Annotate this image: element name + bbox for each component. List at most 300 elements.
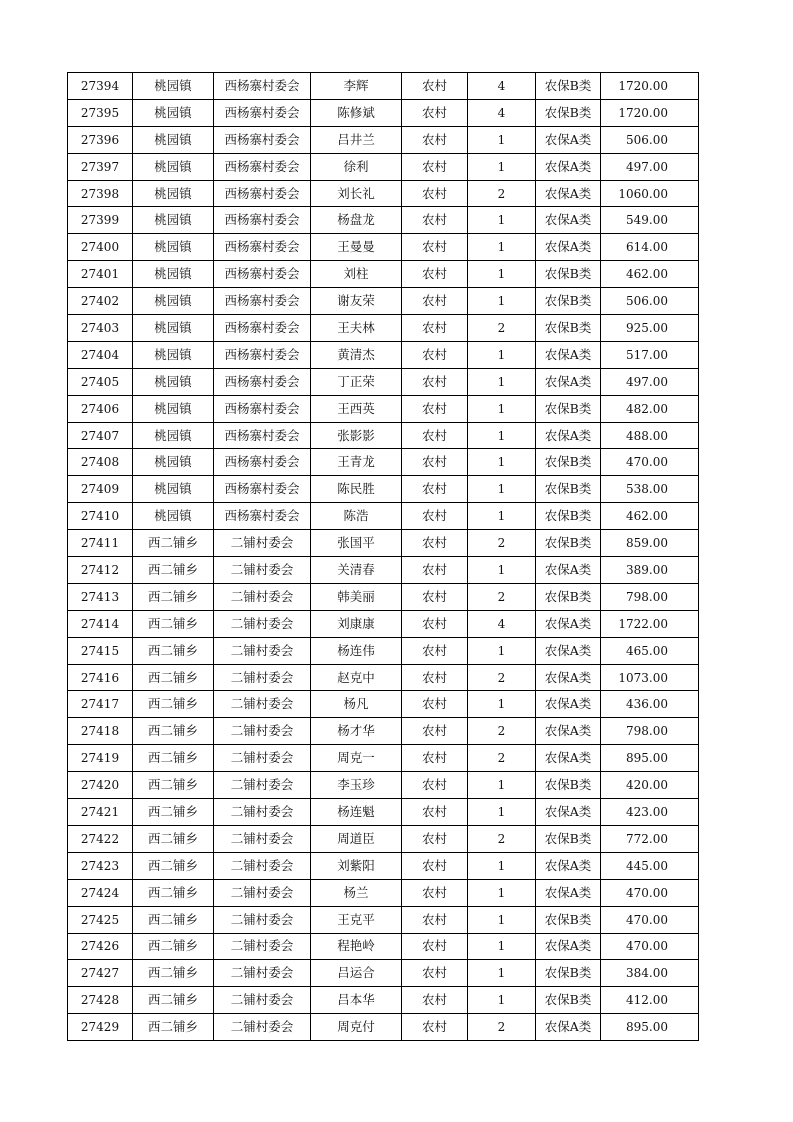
township-cell: 西二铺乡: [133, 1014, 214, 1041]
table-row: [68, 207, 699, 234]
serial-number-cell: 27420: [68, 772, 133, 799]
township-cell: 桃园镇: [133, 395, 214, 422]
serial-number-cell: 27421: [68, 799, 133, 826]
serial-number-cell: 27413: [68, 583, 133, 610]
table-row: [68, 583, 699, 610]
serial-number-cell: 27427: [68, 960, 133, 987]
serial-number-cell: 27429: [68, 1014, 133, 1041]
member-count-cell: 1: [468, 449, 536, 476]
serial-number-cell: 27395: [68, 99, 133, 126]
name-cell: 赵克中: [311, 664, 402, 691]
insurance-category-cell: 农保B类: [536, 960, 601, 987]
village-committee-cell: 二铺村委会: [214, 610, 311, 637]
amount-cell: 517.00: [601, 341, 699, 368]
village-committee-cell: 二铺村委会: [214, 745, 311, 772]
village-committee-cell: 二铺村委会: [214, 879, 311, 906]
member-count-cell: 1: [468, 852, 536, 879]
township-cell: 西二铺乡: [133, 530, 214, 557]
member-count-cell: 4: [468, 73, 536, 100]
insurance-category-cell: 农保A类: [536, 664, 601, 691]
name-cell: 陈修斌: [311, 99, 402, 126]
insurance-category-cell: 农保A类: [536, 557, 601, 584]
table-row: [68, 557, 699, 584]
amount-cell: 497.00: [601, 368, 699, 395]
member-count-cell: 1: [468, 960, 536, 987]
name-cell: 王曼曼: [311, 234, 402, 261]
table-row: [68, 745, 699, 772]
name-cell: 黄清杰: [311, 341, 402, 368]
household-type-cell: 农村: [402, 288, 468, 315]
amount-cell: 412.00: [601, 987, 699, 1014]
member-count-cell: 2: [468, 180, 536, 207]
insurance-category-cell: 农保B类: [536, 315, 601, 342]
amount-cell: 470.00: [601, 906, 699, 933]
serial-number-cell: 27400: [68, 234, 133, 261]
table-row: [68, 718, 699, 745]
amount-cell: 389.00: [601, 557, 699, 584]
amount-cell: 549.00: [601, 207, 699, 234]
insurance-category-cell: 农保A类: [536, 207, 601, 234]
name-cell: 刘柱: [311, 261, 402, 288]
data-table: [67, 72, 699, 1041]
amount-cell: 538.00: [601, 476, 699, 503]
amount-cell: 1720.00: [601, 73, 699, 100]
village-committee-cell: 二铺村委会: [214, 799, 311, 826]
table-row: [68, 73, 699, 100]
serial-number-cell: 27404: [68, 341, 133, 368]
village-committee-cell: 二铺村委会: [214, 987, 311, 1014]
household-type-cell: 农村: [402, 1014, 468, 1041]
township-cell: 桃园镇: [133, 126, 214, 153]
table-row: [68, 99, 699, 126]
insurance-category-cell: 农保B类: [536, 395, 601, 422]
insurance-category-cell: 农保B类: [536, 449, 601, 476]
village-committee-cell: 西杨寨村委会: [214, 395, 311, 422]
name-cell: 杨连伟: [311, 637, 402, 664]
name-cell: 吕运合: [311, 960, 402, 987]
serial-number-cell: 27406: [68, 395, 133, 422]
table-row: [68, 852, 699, 879]
member-count-cell: 2: [468, 825, 536, 852]
insurance-category-cell: 农保A类: [536, 422, 601, 449]
amount-cell: 423.00: [601, 799, 699, 826]
table-row: [68, 664, 699, 691]
township-cell: 桃园镇: [133, 180, 214, 207]
member-count-cell: 4: [468, 99, 536, 126]
insurance-category-cell: 农保B类: [536, 73, 601, 100]
insurance-category-cell: 农保A类: [536, 368, 601, 395]
township-cell: 西二铺乡: [133, 718, 214, 745]
village-committee-cell: 西杨寨村委会: [214, 449, 311, 476]
insurance-category-cell: 农保A类: [536, 879, 601, 906]
village-committee-cell: 二铺村委会: [214, 1014, 311, 1041]
household-type-cell: 农村: [402, 825, 468, 852]
table-row: [68, 180, 699, 207]
member-count-cell: 1: [468, 503, 536, 530]
name-cell: 李辉: [311, 73, 402, 100]
household-type-cell: 农村: [402, 449, 468, 476]
member-count-cell: 1: [468, 879, 536, 906]
village-committee-cell: 西杨寨村委会: [214, 207, 311, 234]
household-type-cell: 农村: [402, 879, 468, 906]
household-type-cell: 农村: [402, 637, 468, 664]
table-row: [68, 315, 699, 342]
member-count-cell: 1: [468, 637, 536, 664]
name-cell: 李玉珍: [311, 772, 402, 799]
amount-cell: 1060.00: [601, 180, 699, 207]
amount-cell: 925.00: [601, 315, 699, 342]
table-row: [68, 879, 699, 906]
member-count-cell: 2: [468, 315, 536, 342]
household-type-cell: 农村: [402, 261, 468, 288]
township-cell: 西二铺乡: [133, 637, 214, 664]
member-count-cell: 1: [468, 207, 536, 234]
village-committee-cell: 二铺村委会: [214, 772, 311, 799]
serial-number-cell: 27401: [68, 261, 133, 288]
township-cell: 西二铺乡: [133, 906, 214, 933]
name-cell: 张影影: [311, 422, 402, 449]
household-type-cell: 农村: [402, 99, 468, 126]
village-committee-cell: 二铺村委会: [214, 530, 311, 557]
township-cell: 西二铺乡: [133, 691, 214, 718]
table-row: [68, 906, 699, 933]
table-body: [68, 73, 699, 1041]
township-cell: 西二铺乡: [133, 960, 214, 987]
insurance-category-cell: 农保A类: [536, 799, 601, 826]
serial-number-cell: 27411: [68, 530, 133, 557]
household-type-cell: 农村: [402, 73, 468, 100]
village-committee-cell: 西杨寨村委会: [214, 503, 311, 530]
table-row: [68, 234, 699, 261]
name-cell: 杨兰: [311, 879, 402, 906]
member-count-cell: 1: [468, 395, 536, 422]
amount-cell: 506.00: [601, 126, 699, 153]
serial-number-cell: 27414: [68, 610, 133, 637]
township-cell: 西二铺乡: [133, 557, 214, 584]
township-cell: 西二铺乡: [133, 987, 214, 1014]
township-cell: 桃园镇: [133, 503, 214, 530]
amount-cell: 436.00: [601, 691, 699, 718]
village-committee-cell: 西杨寨村委会: [214, 153, 311, 180]
household-type-cell: 农村: [402, 153, 468, 180]
amount-cell: 488.00: [601, 422, 699, 449]
village-committee-cell: 西杨寨村委会: [214, 73, 311, 100]
township-cell: 西二铺乡: [133, 772, 214, 799]
township-cell: 桃园镇: [133, 368, 214, 395]
member-count-cell: 1: [468, 691, 536, 718]
village-committee-cell: 西杨寨村委会: [214, 180, 311, 207]
name-cell: 杨盘龙: [311, 207, 402, 234]
village-committee-cell: 二铺村委会: [214, 664, 311, 691]
member-count-cell: 1: [468, 153, 536, 180]
amount-cell: 1073.00: [601, 664, 699, 691]
village-committee-cell: 二铺村委会: [214, 906, 311, 933]
insurance-category-cell: 农保B类: [536, 987, 601, 1014]
insurance-category-cell: 农保A类: [536, 234, 601, 261]
serial-number-cell: 27428: [68, 987, 133, 1014]
township-cell: 西二铺乡: [133, 745, 214, 772]
village-committee-cell: 西杨寨村委会: [214, 288, 311, 315]
table-row: [68, 341, 699, 368]
table-row: [68, 288, 699, 315]
household-type-cell: 农村: [402, 987, 468, 1014]
serial-number-cell: 27418: [68, 718, 133, 745]
amount-cell: 384.00: [601, 960, 699, 987]
household-type-cell: 农村: [402, 799, 468, 826]
member-count-cell: 1: [468, 341, 536, 368]
insurance-category-cell: 农保B类: [536, 99, 601, 126]
insurance-category-cell: 农保B类: [536, 476, 601, 503]
insurance-category-cell: 农保A类: [536, 126, 601, 153]
table-row: [68, 368, 699, 395]
table-row: [68, 825, 699, 852]
table-row: [68, 772, 699, 799]
member-count-cell: 4: [468, 610, 536, 637]
amount-cell: 482.00: [601, 395, 699, 422]
household-type-cell: 农村: [402, 852, 468, 879]
amount-cell: 506.00: [601, 288, 699, 315]
member-count-cell: 2: [468, 664, 536, 691]
township-cell: 西二铺乡: [133, 852, 214, 879]
township-cell: 桃园镇: [133, 73, 214, 100]
table-row: [68, 987, 699, 1014]
serial-number-cell: 27410: [68, 503, 133, 530]
township-cell: 西二铺乡: [133, 664, 214, 691]
table-row: [68, 530, 699, 557]
household-type-cell: 农村: [402, 234, 468, 261]
name-cell: 周道臣: [311, 825, 402, 852]
household-type-cell: 农村: [402, 422, 468, 449]
township-cell: 桃园镇: [133, 315, 214, 342]
village-committee-cell: 西杨寨村委会: [214, 368, 311, 395]
insurance-category-cell: 农保B类: [536, 530, 601, 557]
village-committee-cell: 二铺村委会: [214, 933, 311, 960]
serial-number-cell: 27402: [68, 288, 133, 315]
serial-number-cell: 27408: [68, 449, 133, 476]
village-committee-cell: 二铺村委会: [214, 583, 311, 610]
table-row: [68, 933, 699, 960]
table-row: [68, 261, 699, 288]
village-committee-cell: 二铺村委会: [214, 825, 311, 852]
member-count-cell: 2: [468, 1014, 536, 1041]
insurance-category-cell: 农保A类: [536, 1014, 601, 1041]
household-type-cell: 农村: [402, 207, 468, 234]
serial-number-cell: 27409: [68, 476, 133, 503]
insurance-category-cell: 农保B类: [536, 583, 601, 610]
table-row: [68, 153, 699, 180]
household-type-cell: 农村: [402, 395, 468, 422]
township-cell: 桃园镇: [133, 234, 214, 261]
insurance-category-cell: 农保B类: [536, 288, 601, 315]
household-type-cell: 农村: [402, 933, 468, 960]
member-count-cell: 2: [468, 718, 536, 745]
amount-cell: 470.00: [601, 449, 699, 476]
serial-number-cell: 27398: [68, 180, 133, 207]
household-type-cell: 农村: [402, 745, 468, 772]
name-cell: 刘长礼: [311, 180, 402, 207]
serial-number-cell: 27412: [68, 557, 133, 584]
township-cell: 西二铺乡: [133, 799, 214, 826]
name-cell: 杨才华: [311, 718, 402, 745]
amount-cell: 445.00: [601, 852, 699, 879]
name-cell: 陈民胜: [311, 476, 402, 503]
member-count-cell: 1: [468, 987, 536, 1014]
township-cell: 西二铺乡: [133, 879, 214, 906]
serial-number-cell: 27399: [68, 207, 133, 234]
household-type-cell: 农村: [402, 476, 468, 503]
amount-cell: 895.00: [601, 1014, 699, 1041]
name-cell: 张国平: [311, 530, 402, 557]
member-count-cell: 1: [468, 933, 536, 960]
household-type-cell: 农村: [402, 530, 468, 557]
amount-cell: 798.00: [601, 583, 699, 610]
amount-cell: 1722.00: [601, 610, 699, 637]
serial-number-cell: 27426: [68, 933, 133, 960]
member-count-cell: 1: [468, 557, 536, 584]
amount-cell: 1720.00: [601, 99, 699, 126]
serial-number-cell: 27425: [68, 906, 133, 933]
table-row: [68, 449, 699, 476]
table-row: [68, 395, 699, 422]
village-committee-cell: 二铺村委会: [214, 852, 311, 879]
name-cell: 丁正荣: [311, 368, 402, 395]
insurance-category-cell: 农保A类: [536, 718, 601, 745]
village-committee-cell: 二铺村委会: [214, 960, 311, 987]
insurance-category-cell: 农保A类: [536, 852, 601, 879]
village-committee-cell: 二铺村委会: [214, 718, 311, 745]
insurance-category-cell: 农保B类: [536, 503, 601, 530]
table-row: [68, 691, 699, 718]
member-count-cell: 1: [468, 476, 536, 503]
amount-cell: 462.00: [601, 261, 699, 288]
insurance-category-cell: 农保A类: [536, 610, 601, 637]
household-type-cell: 农村: [402, 906, 468, 933]
name-cell: 周克付: [311, 1014, 402, 1041]
serial-number-cell: 27403: [68, 315, 133, 342]
amount-cell: 465.00: [601, 637, 699, 664]
household-type-cell: 农村: [402, 180, 468, 207]
amount-cell: 470.00: [601, 933, 699, 960]
name-cell: 谢友荣: [311, 288, 402, 315]
name-cell: 关清春: [311, 557, 402, 584]
insurance-category-cell: 农保A类: [536, 745, 601, 772]
insurance-category-cell: 农保A类: [536, 180, 601, 207]
household-type-cell: 农村: [402, 341, 468, 368]
village-committee-cell: 西杨寨村委会: [214, 341, 311, 368]
serial-number-cell: 27394: [68, 73, 133, 100]
member-count-cell: 1: [468, 772, 536, 799]
household-type-cell: 农村: [402, 315, 468, 342]
township-cell: 桃园镇: [133, 99, 214, 126]
member-count-cell: 2: [468, 530, 536, 557]
township-cell: 桃园镇: [133, 153, 214, 180]
village-committee-cell: 西杨寨村委会: [214, 99, 311, 126]
household-type-cell: 农村: [402, 960, 468, 987]
serial-number-cell: 27397: [68, 153, 133, 180]
name-cell: 吕本华: [311, 987, 402, 1014]
township-cell: 桃园镇: [133, 261, 214, 288]
township-cell: 桃园镇: [133, 341, 214, 368]
member-count-cell: 1: [468, 288, 536, 315]
serial-number-cell: 27423: [68, 852, 133, 879]
village-committee-cell: 二铺村委会: [214, 637, 311, 664]
name-cell: 杨连魁: [311, 799, 402, 826]
name-cell: 王夫林: [311, 315, 402, 342]
household-type-cell: 农村: [402, 772, 468, 799]
township-cell: 桃园镇: [133, 449, 214, 476]
township-cell: 西二铺乡: [133, 583, 214, 610]
household-type-cell: 农村: [402, 368, 468, 395]
amount-cell: 420.00: [601, 772, 699, 799]
serial-number-cell: 27416: [68, 664, 133, 691]
name-cell: 王西英: [311, 395, 402, 422]
insurance-category-cell: 农保A类: [536, 153, 601, 180]
village-committee-cell: 西杨寨村委会: [214, 422, 311, 449]
village-committee-cell: 西杨寨村委会: [214, 234, 311, 261]
household-type-cell: 农村: [402, 691, 468, 718]
name-cell: 徐利: [311, 153, 402, 180]
name-cell: 杨凡: [311, 691, 402, 718]
member-count-cell: 1: [468, 234, 536, 261]
township-cell: 桃园镇: [133, 422, 214, 449]
household-type-cell: 农村: [402, 718, 468, 745]
table-row: [68, 960, 699, 987]
serial-number-cell: 27415: [68, 637, 133, 664]
serial-number-cell: 27422: [68, 825, 133, 852]
member-count-cell: 1: [468, 799, 536, 826]
insurance-category-cell: 农保A类: [536, 933, 601, 960]
township-cell: 桃园镇: [133, 207, 214, 234]
table-row: [68, 422, 699, 449]
table-row: [68, 1014, 699, 1041]
name-cell: 周克一: [311, 745, 402, 772]
serial-number-cell: 27419: [68, 745, 133, 772]
township-cell: 桃园镇: [133, 288, 214, 315]
serial-number-cell: 27396: [68, 126, 133, 153]
member-count-cell: 2: [468, 745, 536, 772]
insurance-category-cell: 农保A类: [536, 637, 601, 664]
township-cell: 西二铺乡: [133, 610, 214, 637]
village-committee-cell: 西杨寨村委会: [214, 126, 311, 153]
member-count-cell: 1: [468, 368, 536, 395]
village-committee-cell: 西杨寨村委会: [214, 315, 311, 342]
table-row: [68, 610, 699, 637]
amount-cell: 614.00: [601, 234, 699, 261]
village-committee-cell: 西杨寨村委会: [214, 476, 311, 503]
amount-cell: 895.00: [601, 745, 699, 772]
name-cell: 韩美丽: [311, 583, 402, 610]
name-cell: 刘康康: [311, 610, 402, 637]
village-committee-cell: 二铺村委会: [214, 691, 311, 718]
name-cell: 吕井兰: [311, 126, 402, 153]
table-row: [68, 799, 699, 826]
village-committee-cell: 二铺村委会: [214, 557, 311, 584]
amount-cell: 772.00: [601, 825, 699, 852]
township-cell: 桃园镇: [133, 476, 214, 503]
member-count-cell: 1: [468, 906, 536, 933]
serial-number-cell: 27407: [68, 422, 133, 449]
name-cell: 刘紫阳: [311, 852, 402, 879]
township-cell: 西二铺乡: [133, 825, 214, 852]
member-count-cell: 2: [468, 583, 536, 610]
amount-cell: 462.00: [601, 503, 699, 530]
household-type-cell: 农村: [402, 610, 468, 637]
table-row: [68, 637, 699, 664]
member-count-cell: 1: [468, 422, 536, 449]
village-committee-cell: 西杨寨村委会: [214, 261, 311, 288]
household-type-cell: 农村: [402, 126, 468, 153]
table-row: [68, 126, 699, 153]
